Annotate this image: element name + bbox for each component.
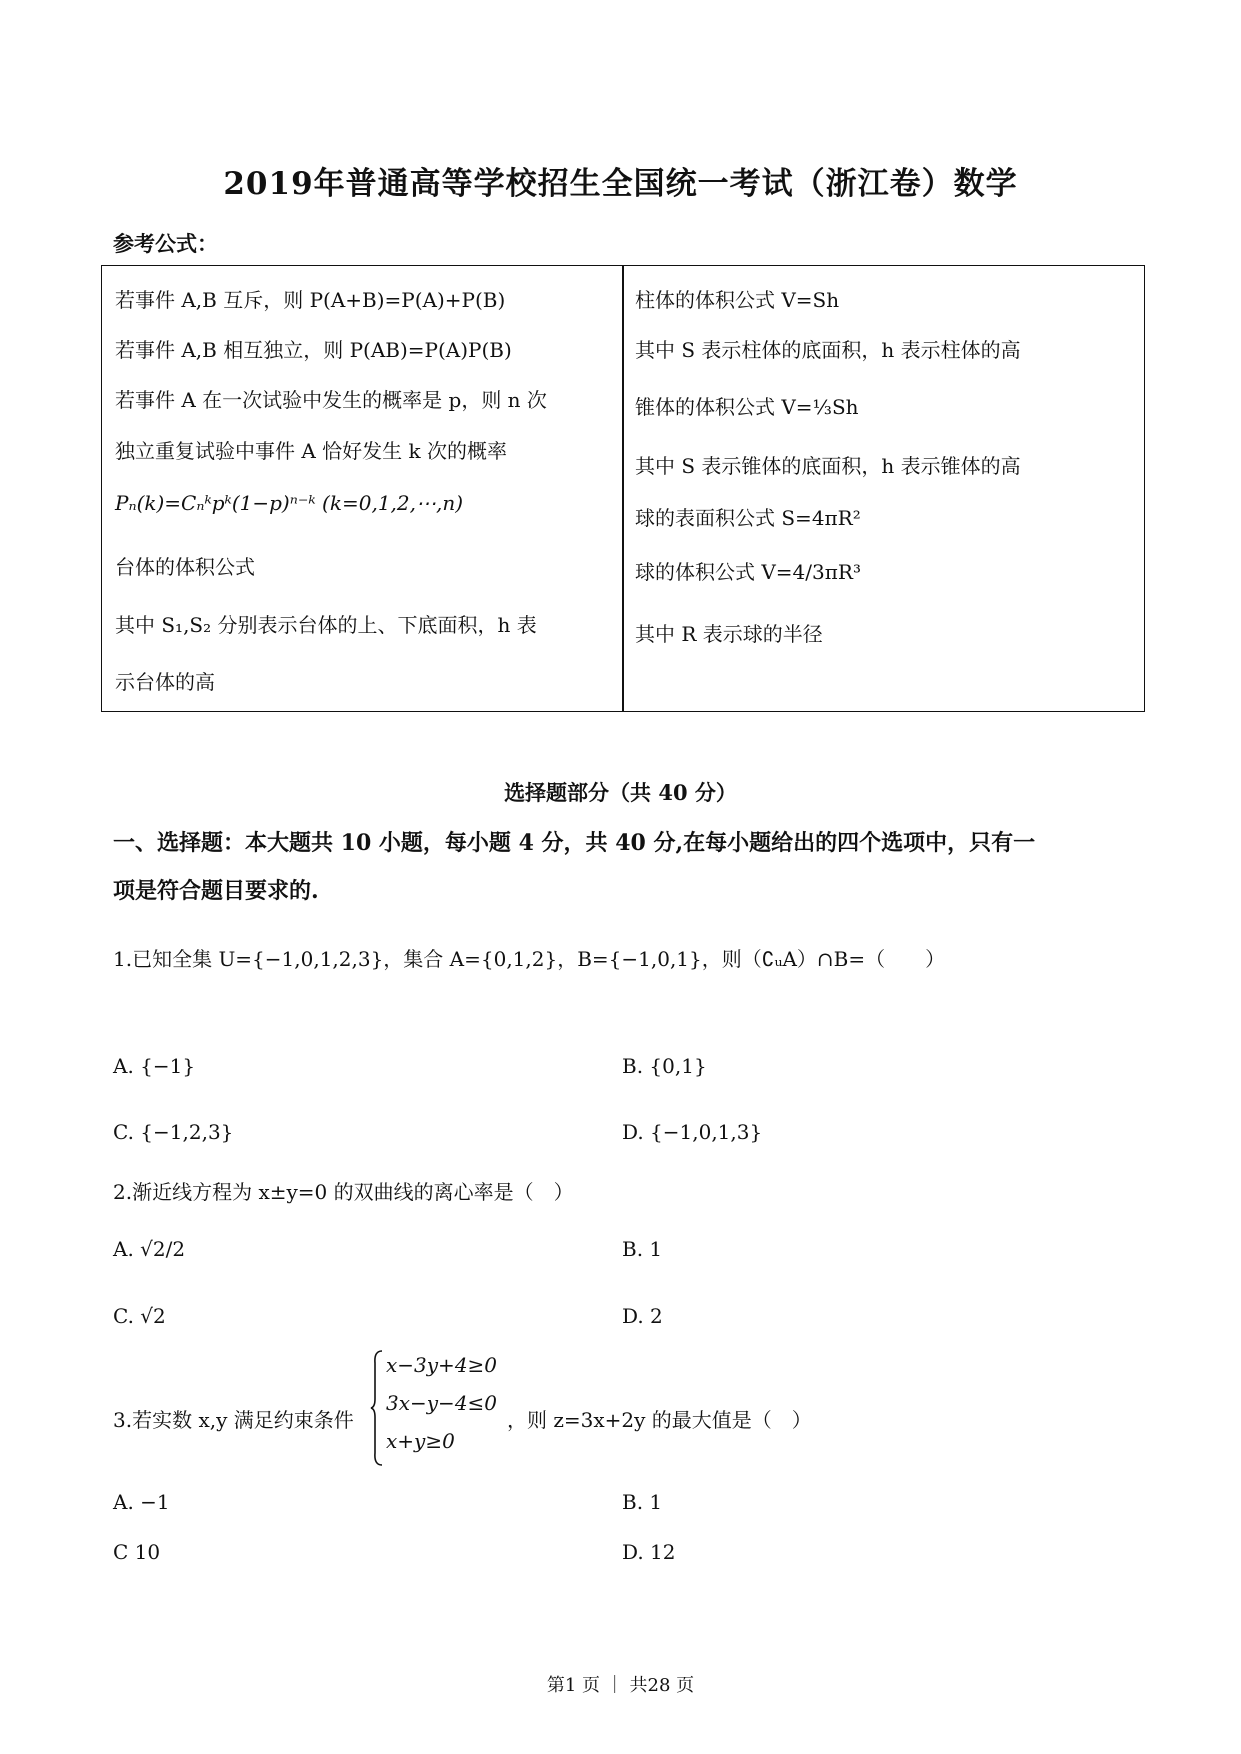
question-3-stem-suffix: ，则 z=3x+2y 的最大值是（ ） <box>507 1408 812 1432</box>
question-1-option-d: D. {−1,0,1,3} <box>622 1120 763 1144</box>
question-3-constraint-system <box>370 1349 530 1467</box>
question-2-option-c: C. √2 <box>113 1304 166 1328</box>
question-1-option-c: C. {−1,2,3} <box>113 1120 234 1144</box>
formula-right-4: 其中 S 表示锥体的底面积，h 表示锥体的高 <box>635 454 1021 478</box>
document-title: 2019年普通高等学校招生全国统一考试（浙江卷）数学 <box>223 166 1018 202</box>
formula-left-5: Pₙ(k)=Cₙᵏpᵏ(1−p)ⁿ⁻ᵏ (k=0,1,2,⋯,n) <box>115 491 464 515</box>
question-3-option-c: C 10 <box>113 1540 161 1564</box>
page-footer: 第1 页 ｜ 共28 页 <box>546 1675 695 1696</box>
question-2-option-b: B. 1 <box>622 1237 663 1261</box>
question-1-option-a: A. {−1} <box>113 1054 196 1078</box>
constraint-2: 3x−y−4≤0 <box>386 1391 498 1415</box>
formula-left-4: 独立重复试验中事件 A 恰好发生 k 次的概率 <box>115 439 507 463</box>
question-3-option-a: A. −1 <box>113 1490 170 1514</box>
question-2-option-d: D. 2 <box>622 1304 663 1328</box>
table-divider <box>622 266 624 711</box>
formula-left-8: 示台体的高 <box>115 670 215 694</box>
question-1-stem: 1.已知全集 U={−1,0,1,2,3}，集合 A={0,1,2}，B={−1,0,1}，则（∁ᵤA）∩B=（ ） <box>113 947 946 971</box>
formula-table <box>101 265 1145 712</box>
formula-right-7: 其中 R 表示球的半径 <box>635 622 823 646</box>
formula-left-2: 若事件 A,B 相互独立，则 P(AB)=P(A)P(B) <box>115 338 512 362</box>
question-3-option-d: D. 12 <box>622 1540 676 1564</box>
instruction-line-2: 项是符合题目要求的. <box>113 878 319 904</box>
question-1-option-b: B. {0,1} <box>622 1054 707 1078</box>
formula-left-1: 若事件 A,B 互斥，则 P(A+B)=P(A)+P(B) <box>115 288 506 312</box>
formula-right-6: 球的体积公式 V=4/3πR³ <box>635 560 861 584</box>
formula-left-3: 若事件 A 在一次试验中发生的概率是 p，则 n 次 <box>115 388 547 412</box>
formula-left-6: 台体的体积公式 <box>115 555 255 579</box>
question-3-option-b: B. 1 <box>622 1490 663 1514</box>
formula-right-3: 锥体的体积公式 V=⅓Sh <box>635 395 859 419</box>
formula-left-7: 其中 S₁,S₂ 分别表示台体的上、下底面积，h 表 <box>115 613 537 637</box>
constraint-3: x+y≥0 <box>386 1429 455 1453</box>
formula-right-1: 柱体的体积公式 V=Sh <box>635 288 840 312</box>
question-2-option-a: A. √2/2 <box>113 1237 186 1261</box>
constraint-1: x−3y+4≥0 <box>386 1353 498 1377</box>
formula-right-5: 球的表面积公式 S=4πR² <box>635 506 861 530</box>
section-title: 选择题部分（共 40 分） <box>504 780 737 805</box>
instruction-line-1: 一、选择题：本大题共 10 小题，每小题 4 分，共 40 分,在每小题给出的四个选项中，只有一 <box>113 830 1036 856</box>
reference-formulas-label: 参考公式： <box>113 231 218 256</box>
question-3-stem-prefix: 3.若实数 x,y 满足约束条件 <box>113 1408 354 1432</box>
formula-right-2: 其中 S 表示柱体的底面积，h 表示柱体的高 <box>635 338 1021 362</box>
left-brace-icon <box>370 1349 384 1467</box>
question-2-stem: 2.渐近线方程为 x±y=0 的双曲线的离心率是（ ） <box>113 1180 574 1204</box>
